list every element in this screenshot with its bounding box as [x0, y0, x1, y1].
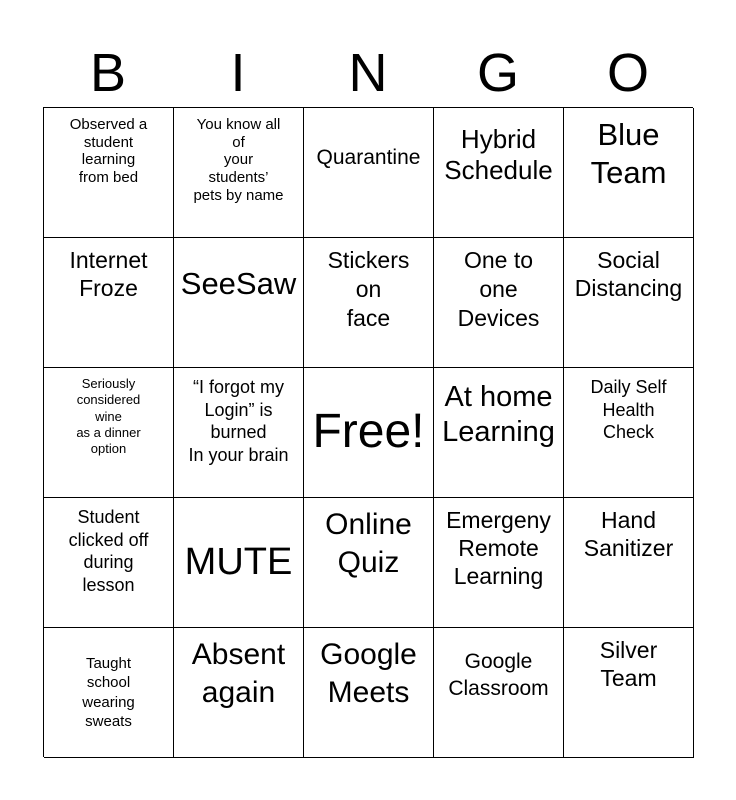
bingo-cell-3-2[interactable]: [174, 368, 304, 498]
cell-text: Hybrid Schedule: [444, 124, 553, 185]
header-letter-g: G: [476, 43, 519, 103]
bingo-cell-4-2[interactable]: [174, 498, 304, 628]
bingo-cell-5-3[interactable]: [304, 628, 434, 758]
cell-text: “I forgot my Login” is burned In your brain: [188, 377, 289, 465]
header-letter-o: O: [606, 43, 649, 103]
cell-text: Social Distancing: [574, 247, 683, 302]
cell-text: Google Classroom: [448, 650, 549, 701]
cell-text: Observed a student learning from bed: [69, 116, 148, 187]
cell-text: Student clicked off during lesson: [68, 507, 149, 595]
cell-text: MUTE: [184, 541, 293, 584]
cell-text: Hand Sanitizer: [583, 507, 674, 562]
cell-text: Daily Self Health Check: [590, 377, 667, 442]
header-letter-i: I: [230, 43, 246, 103]
bingo-cell-1-2[interactable]: [174, 108, 304, 238]
cell-text: You know all of your students’ pets by name: [193, 116, 284, 204]
bingo-cell-4-3[interactable]: [304, 498, 434, 628]
bingo-cell-2-4[interactable]: [434, 238, 564, 368]
cell-text: Internet Froze: [69, 247, 148, 302]
bingo-cell-4-1[interactable]: [44, 498, 174, 628]
cell-text: Silver Team: [599, 637, 658, 692]
bingo-cell-4-4[interactable]: [434, 498, 564, 628]
cell-text: Google Meets: [320, 638, 417, 709]
bingo-cell-5-5[interactable]: [564, 628, 694, 758]
cell-text: SeeSaw: [180, 266, 297, 301]
cell-text: Seriously considered wine as a dinner option: [76, 376, 141, 456]
cell-text: Quarantine: [316, 146, 421, 169]
bingo-cell-1-5[interactable]: [564, 108, 694, 238]
bingo-cell-3-5[interactable]: [564, 368, 694, 498]
header-letter-b: B: [89, 43, 127, 103]
free-space-text: Free!: [312, 405, 425, 459]
bingo-cell-3-4[interactable]: [434, 368, 564, 498]
bingo-card-grid: [43, 107, 693, 757]
bingo-cell-5-4[interactable]: [434, 628, 564, 758]
bingo-cell-3-1[interactable]: [44, 368, 174, 498]
cell-text: Taught school wearing sweats: [82, 654, 135, 730]
bingo-header: [43, 40, 693, 106]
bingo-cell-3-3-free[interactable]: [304, 368, 434, 498]
cell-text: Emergeny Remote Learning: [446, 507, 551, 590]
cell-text: Stickers on face: [327, 247, 410, 331]
bingo-cell-2-2[interactable]: [174, 238, 304, 368]
cell-text: One to one Devices: [457, 247, 540, 331]
bingo-cell-2-3[interactable]: [304, 238, 434, 368]
bingo-cell-1-3[interactable]: [304, 108, 434, 238]
bingo-cell-1-4[interactable]: [434, 108, 564, 238]
cell-text: Absent again: [191, 638, 286, 709]
bingo-cell-5-1[interactable]: [44, 628, 174, 758]
cell-text: Blue Team: [590, 117, 667, 190]
header-letter-n: N: [348, 43, 388, 103]
cell-text: At home Learning: [442, 381, 555, 448]
cell-text: Online Quiz: [325, 508, 412, 579]
bingo-cell-4-5[interactable]: [564, 498, 694, 628]
bingo-cell-2-1[interactable]: [44, 238, 174, 368]
bingo-cell-5-2[interactable]: [174, 628, 304, 758]
bingo-cell-2-5[interactable]: [564, 238, 694, 368]
bingo-cell-1-1[interactable]: [44, 108, 174, 238]
